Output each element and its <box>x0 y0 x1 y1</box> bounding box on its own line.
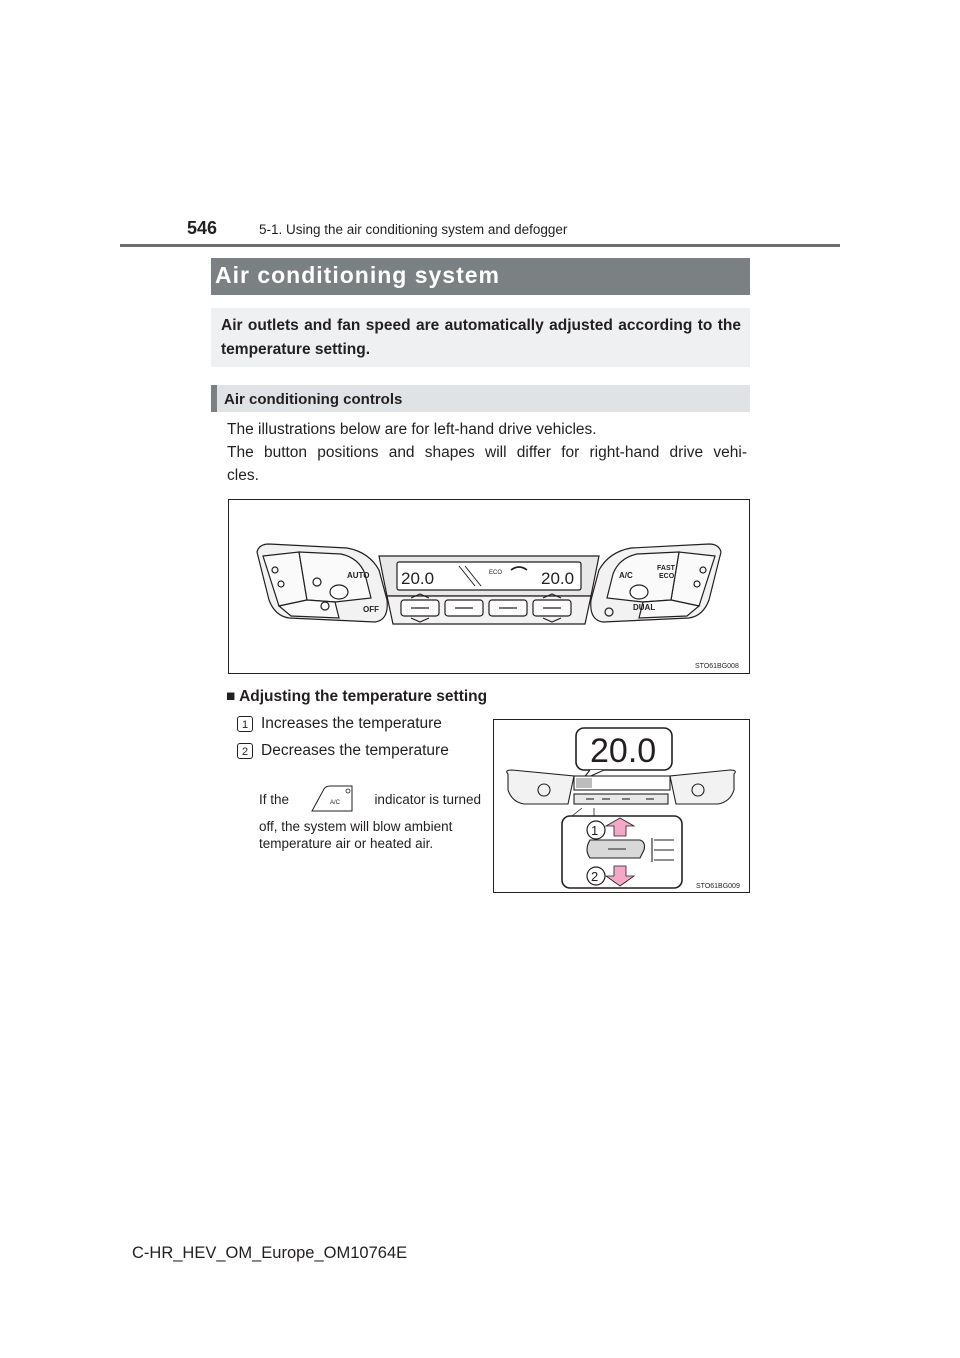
callout-2: 2 <box>591 869 599 884</box>
page-title: Air conditioning system <box>215 262 500 288</box>
header-rule <box>120 244 840 247</box>
display-temp: 20.0 <box>590 732 657 770</box>
page-number: 546 <box>187 218 218 238</box>
intro-text: Air outlets and fan speed are automatically adjusted according to the temperature setting. <box>221 317 741 358</box>
note-text <box>259 784 481 852</box>
footer: C-HR_HEV_OM_Europe_OM10764E <box>132 1244 408 1262</box>
off-label: OFF <box>363 605 379 614</box>
figure1-code: STO61BG008 <box>695 663 739 670</box>
step-2-number: 2 <box>237 743 253 759</box>
body-line-2: The button positions and shapes will differ for right-hand drive vehi- <box>227 444 747 461</box>
temperature-adjust-illustration <box>494 720 749 892</box>
callout-1: 1 <box>591 823 599 838</box>
body-line-3: cles. <box>227 467 259 484</box>
display-left-temp: 20.0 <box>401 569 435 588</box>
temperature-adjust-figure <box>493 719 750 893</box>
subsection-title: Air conditioning controls <box>224 391 403 408</box>
ac-label: A/C <box>619 571 633 580</box>
control-panel-figure <box>228 499 750 674</box>
body-line-1: The illustrations below are for left-hand drive vehicles. <box>227 421 597 438</box>
display-right-temp: 20.0 <box>541 569 575 588</box>
note-after: indicator is turned <box>374 791 481 807</box>
note-rest: off, the system will blow ambient temperature air or heated air. <box>259 819 453 851</box>
adjust-heading-text: Adjusting the temperature setting <box>239 688 488 705</box>
step-2-text: Decreases the temperature <box>261 742 449 759</box>
ac-indicator-icon <box>308 784 356 814</box>
control-panel-illustration <box>229 500 749 673</box>
note-before: If the <box>259 791 290 807</box>
section-title: 5-1. Using the air conditioning system and defogger <box>259 222 568 237</box>
eco-label: ECO <box>659 573 675 580</box>
auto-label: AUTO <box>347 571 370 580</box>
fast-label: FAST <box>657 565 675 572</box>
subsection-accent <box>211 385 217 412</box>
body-text <box>227 418 747 487</box>
ac-icon-label: A/C <box>329 800 340 806</box>
figure2-code: STO61BG009 <box>696 883 740 890</box>
dual-label: DUAL <box>633 603 656 612</box>
adjust-heading: ■ Adjusting the temperature setting <box>226 688 488 705</box>
step-1-number: 1 <box>237 716 253 732</box>
step-1-text: Increases the temperature <box>261 715 442 732</box>
eco-indicator-label: ECO <box>489 570 503 576</box>
